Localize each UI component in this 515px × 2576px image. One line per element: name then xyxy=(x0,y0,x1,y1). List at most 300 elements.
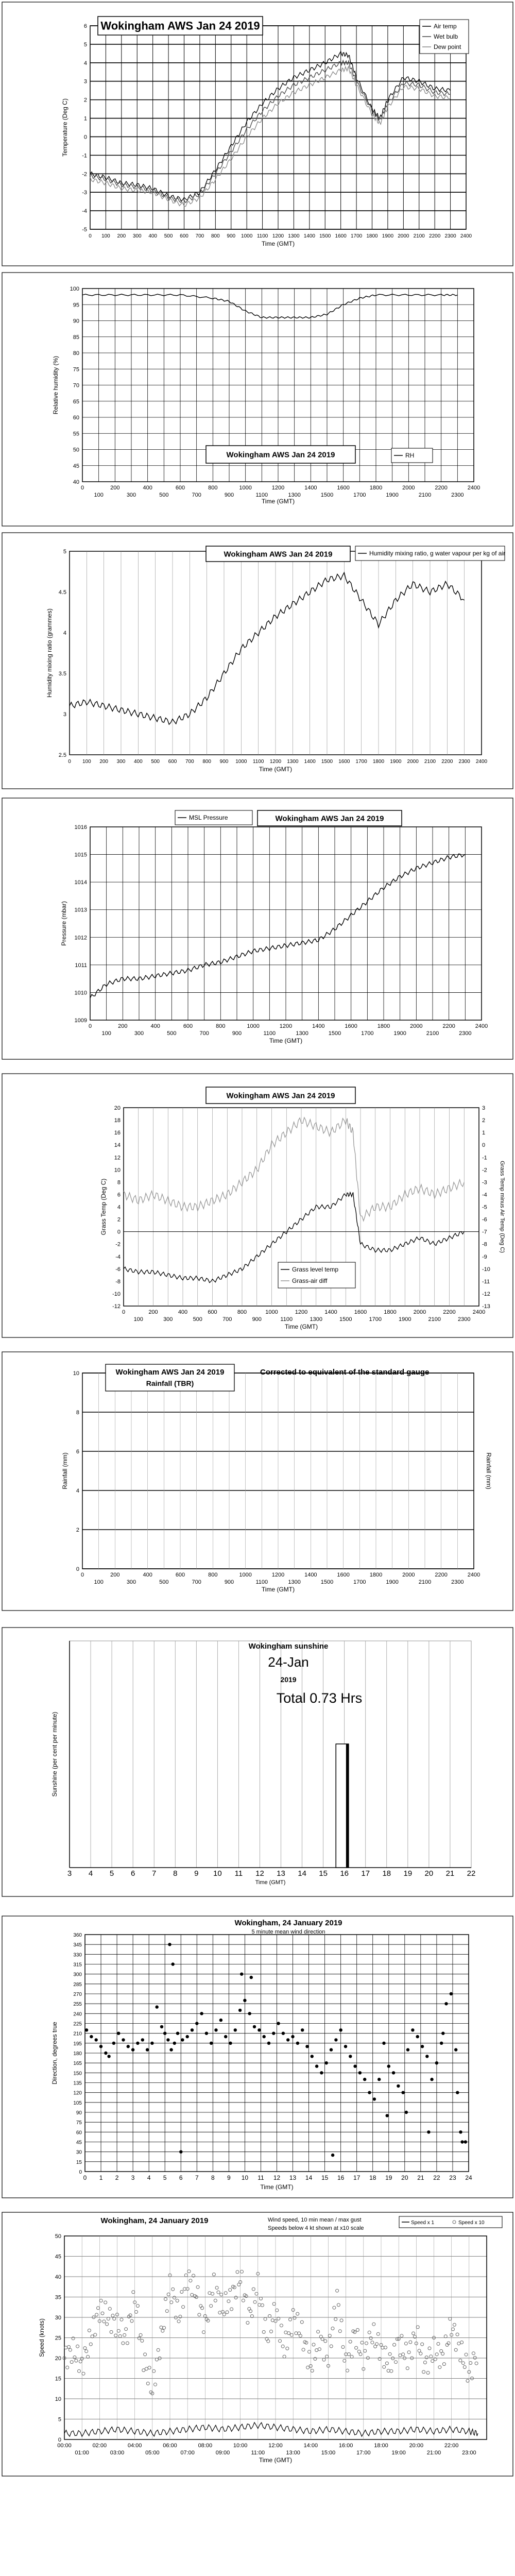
x-tick-label: 600 xyxy=(208,1309,217,1315)
y-tick-label: -4 xyxy=(482,1192,487,1198)
legend-label: Air temp xyxy=(434,23,457,30)
direction-point xyxy=(325,2061,328,2064)
y-tick-label: -7 xyxy=(482,1229,487,1235)
chart-subtitle: Rainfall (TBR) xyxy=(146,1379,194,1387)
x-tick-label: 1100 xyxy=(263,1030,276,1037)
x-tick-label: 1700 xyxy=(355,759,367,765)
y-tick-label: -2 xyxy=(482,1167,487,1174)
y-tick-label: 10 xyxy=(114,1167,121,1174)
x-tick-label: 500 xyxy=(159,492,169,498)
x-tick-label: 14:00 xyxy=(303,2443,318,2449)
x-tick-label: 13:00 xyxy=(286,2450,300,2456)
y-tick-label: 2 xyxy=(83,97,87,104)
x-tick-label: 600 xyxy=(183,1023,193,1029)
y-axis-label: Sunshine (per cent per minute) xyxy=(51,1711,58,1797)
y-tick-label: -5 xyxy=(82,227,87,233)
x-axis-label: Time (GMT) xyxy=(261,1586,295,1593)
y-tick-label: 5 xyxy=(83,41,87,48)
x-tick-label: 400 xyxy=(143,485,152,491)
x-tick-label: 10 xyxy=(213,1869,222,1878)
direction-point xyxy=(427,2130,430,2133)
x-tick-label: 11 xyxy=(234,1869,243,1878)
x-tick-label: 1900 xyxy=(386,1579,399,1585)
x-tick-label: 4 xyxy=(147,2174,151,2181)
x-tick-label: 300 xyxy=(126,1579,136,1585)
direction-point xyxy=(331,2154,334,2157)
direction-point xyxy=(179,2150,182,2154)
mixing-ratio-chart xyxy=(0,531,515,791)
x-tick-label: 2200 xyxy=(441,759,453,765)
x-tick-label: 1700 xyxy=(353,1579,366,1585)
x-tick-label: 1600 xyxy=(354,1309,367,1315)
y-axis-label: Humidity mixing ratio (grammes) xyxy=(46,608,53,698)
y-tick-label: 270 xyxy=(73,1992,82,1997)
x-tick-label: 08:00 xyxy=(198,2443,213,2449)
y-tick-label: 30 xyxy=(76,2149,82,2156)
x-tick-label: 1500 xyxy=(320,492,334,498)
y-tick-label: 3.5 xyxy=(58,671,66,677)
direction-point xyxy=(315,2064,318,2067)
x-tick-label: 1700 xyxy=(369,1316,382,1323)
x-tick-label: 2400 xyxy=(460,233,472,239)
y-tick-label: 1013 xyxy=(74,907,87,913)
x-tick-label: 15 xyxy=(321,2174,329,2181)
legend-label: Speed x 10 xyxy=(458,2220,485,2226)
y-tick-label: 60 xyxy=(73,415,79,421)
x-tick-label: 1600 xyxy=(338,759,350,765)
x-tick-label: 10 xyxy=(241,2174,249,2181)
x-tick-label: 6 xyxy=(130,1869,135,1878)
y-tick-label: -5 xyxy=(482,1204,487,1211)
direction-point xyxy=(117,2032,120,2035)
direction-point xyxy=(240,1973,243,1976)
chart-title: Wokingham sunshine xyxy=(248,1642,329,1651)
y-tick-label: 40 xyxy=(73,479,79,485)
x-tick-label: 2400 xyxy=(475,1023,488,1029)
x-tick-label: 13 xyxy=(277,1869,285,1878)
x-tick-label: 200 xyxy=(99,759,109,765)
direction-point xyxy=(169,2048,173,2051)
x-tick-label: 300 xyxy=(163,1316,173,1323)
y-tick-label: 4 xyxy=(83,60,87,66)
y-tick-label: 70 xyxy=(73,382,79,389)
x-tick-label: 800 xyxy=(208,485,218,491)
direction-point xyxy=(156,2005,159,2008)
x-tick-label: 00:00 xyxy=(57,2443,72,2449)
x-tick-label: 16 xyxy=(337,2174,345,2181)
x-tick-label: 500 xyxy=(164,233,173,239)
y-tick-label: 4.5 xyxy=(58,589,66,596)
x-tick-label: 2200 xyxy=(443,1309,456,1315)
x-tick-label: 16:00 xyxy=(338,2443,353,2449)
x-tick-label: 07:00 xyxy=(180,2450,195,2456)
direction-point xyxy=(238,2009,242,2012)
y-tick-label: 1010 xyxy=(74,990,87,996)
x-tick-label: 600 xyxy=(175,1572,185,1578)
pressure-chart xyxy=(0,796,515,1061)
y-tick-label: -3 xyxy=(82,190,87,196)
x-tick-label: 02:00 xyxy=(92,2443,107,2449)
direction-point xyxy=(386,2114,389,2117)
x-tick-label: 8 xyxy=(173,1869,178,1878)
x-tick-label: 2000 xyxy=(410,1023,423,1029)
x-tick-label: 200 xyxy=(148,1309,158,1315)
x-axis-label: Time (GMT) xyxy=(259,766,293,773)
direction-point xyxy=(122,2038,125,2041)
x-axis-label: Time (GMT) xyxy=(261,498,295,505)
x-tick-label: 900 xyxy=(252,1316,262,1323)
x-tick-label: 22:00 xyxy=(444,2443,459,2449)
chart-date: 24-Jan xyxy=(268,1654,309,1670)
chart-title: Wokingham, 24 January 2019 xyxy=(234,1919,342,1927)
x-tick-label: 2400 xyxy=(472,1309,486,1315)
y-tick-label: 0 xyxy=(58,2437,61,2443)
x-axis-label: Time (GMT) xyxy=(269,1037,303,1044)
x-tick-label: 2200 xyxy=(435,1572,448,1578)
chart-title: Wokingham AWS Jan 24 2019 xyxy=(226,1091,335,1100)
x-tick-label: 18 xyxy=(369,2174,376,2181)
y-axis-label: Direction, degrees true xyxy=(51,2022,58,2084)
x-tick-label: 24 xyxy=(465,2174,472,2181)
x-tick-label: 0 xyxy=(80,485,84,491)
y-tick-label: 1011 xyxy=(75,962,87,969)
x-tick-label: 18 xyxy=(382,1869,391,1878)
direction-point xyxy=(90,2035,93,2038)
y-tick-label: 45 xyxy=(73,463,79,469)
direction-point xyxy=(191,2028,194,2031)
y-tick-label: -1 xyxy=(482,1155,487,1161)
y-tick-label: 3 xyxy=(63,711,66,718)
x-tick-label: 19 xyxy=(403,1869,413,1878)
direction-point xyxy=(440,2042,443,2045)
x-tick-label: 1500 xyxy=(339,1316,352,1323)
y-axis-label: Grass Temp (Deg C) xyxy=(100,1178,107,1235)
direction-point xyxy=(243,1999,246,2002)
y-tick-label: 80 xyxy=(73,350,79,357)
direction-point xyxy=(402,2091,405,2094)
y-tick-label: 8 xyxy=(76,1410,79,1416)
x-tick-label: 1800 xyxy=(377,1023,390,1029)
direction-point xyxy=(166,2038,169,2041)
y-tick-label: 180 xyxy=(73,2051,82,2057)
direction-point xyxy=(301,2028,304,2031)
y-tick-label: 2 xyxy=(117,1216,121,1223)
x-tick-label: 600 xyxy=(180,233,188,239)
y-tick-label: 20 xyxy=(114,1105,121,1111)
x-tick-label: 1900 xyxy=(393,1030,406,1037)
x-tick-label: 17 xyxy=(353,2174,360,2181)
x-tick-label: 22 xyxy=(433,2174,440,2181)
x-tick-label: 2100 xyxy=(413,233,425,239)
direction-point xyxy=(214,2028,217,2031)
x-tick-label: 15 xyxy=(319,1869,328,1878)
humidity-chart xyxy=(0,270,515,528)
y-tick-label: 75 xyxy=(73,366,79,373)
x-tick-label: 1200 xyxy=(272,233,284,239)
x-tick-label: 1000 xyxy=(265,1309,278,1315)
direction-point xyxy=(459,2130,462,2133)
y-tick-label: 1009 xyxy=(74,1018,87,1024)
y-tick-label: 35 xyxy=(55,2294,61,2301)
x-tick-label: 4 xyxy=(88,1869,93,1878)
y-tick-label: -10 xyxy=(482,1266,490,1273)
x-tick-label: 300 xyxy=(134,1030,144,1037)
y-tick-label: 55 xyxy=(73,431,79,437)
x-tick-label: 1200 xyxy=(279,1023,293,1029)
direction-point xyxy=(387,2064,390,2067)
direction-point xyxy=(430,2078,433,2081)
x-tick-label: 0 xyxy=(89,233,92,239)
x-tick-label: 1300 xyxy=(288,233,300,239)
x-tick-label: 1700 xyxy=(353,492,366,498)
direction-point xyxy=(334,2038,337,2041)
x-tick-label: 1600 xyxy=(345,1023,357,1029)
x-tick-label: 900 xyxy=(232,1030,242,1037)
y-tick-label: 25 xyxy=(55,2335,61,2342)
x-tick-label: 1600 xyxy=(335,233,347,239)
direction-point xyxy=(277,2022,280,2025)
x-tick-label: 16 xyxy=(340,1869,349,1878)
x-tick-label: 1000 xyxy=(239,1572,252,1578)
x-tick-label: 700 xyxy=(222,1316,232,1323)
y-tick-label: 3 xyxy=(482,1105,486,1111)
x-tick-label: 2 xyxy=(115,2174,119,2181)
direction-point xyxy=(305,2045,308,2048)
direction-point xyxy=(99,2045,102,2048)
y-tick-label: 135 xyxy=(73,2080,82,2087)
x-tick-label: 1500 xyxy=(320,1579,334,1585)
x-tick-label: 1300 xyxy=(288,1579,301,1585)
y-tick-label: 18 xyxy=(114,1117,121,1124)
x-tick-label: 2000 xyxy=(413,1309,426,1315)
direction-point xyxy=(95,2038,98,2041)
y-tick-label: 315 xyxy=(73,1962,82,1968)
direction-point xyxy=(136,2042,139,2045)
y-tick-label: 90 xyxy=(73,318,79,325)
x-tick-label: 19:00 xyxy=(391,2450,406,2456)
x-tick-label: 1400 xyxy=(304,485,317,491)
x-tick-label: 300 xyxy=(126,492,136,498)
y-tick-label: -4 xyxy=(82,208,87,215)
legend-label: Humidity mixing ratio, g water vapour per kg of air xyxy=(369,550,506,557)
x-tick-label: 09:00 xyxy=(215,2450,230,2456)
y-tick-label: 10 xyxy=(73,1370,79,1377)
y-tick-label: 0 xyxy=(76,1566,79,1572)
x-tick-label: 2100 xyxy=(418,1579,432,1585)
x-tick-label: 03:00 xyxy=(110,2450,125,2456)
temperature-chart xyxy=(0,0,515,268)
y-tick-label: 300 xyxy=(73,1972,82,1978)
direction-point xyxy=(267,2042,270,2045)
x-tick-label: 2000 xyxy=(398,233,409,239)
x-tick-label: 100 xyxy=(94,1579,104,1585)
x-tick-label: 10:00 xyxy=(233,2443,248,2449)
x-tick-label: 1800 xyxy=(372,759,385,765)
x-tick-label: 400 xyxy=(150,1023,160,1029)
direction-point xyxy=(411,2028,414,2031)
legend-label: Dew point xyxy=(434,43,461,51)
y-tick-label: 225 xyxy=(73,2021,82,2027)
x-tick-label: 2400 xyxy=(467,485,480,491)
x-tick-label: 1500 xyxy=(328,1030,341,1037)
x-tick-label: 700 xyxy=(195,233,204,239)
x-tick-label: 5 xyxy=(109,1869,114,1878)
x-tick-label: 100 xyxy=(101,233,110,239)
x-tick-label: 500 xyxy=(193,1316,202,1323)
x-tick-label: 12 xyxy=(255,1869,264,1878)
x-tick-label: 2200 xyxy=(442,1023,455,1029)
x-tick-label: 800 xyxy=(237,1309,247,1315)
x-tick-label: 200 xyxy=(117,233,126,239)
direction-point xyxy=(112,2042,115,2045)
direction-point xyxy=(272,2032,275,2035)
x-tick-label: 17 xyxy=(361,1869,370,1878)
y-tick-label: 6 xyxy=(117,1192,121,1198)
chart-subtitle: 5 minute mean wind direction xyxy=(251,1929,325,1935)
x-tick-label: 2100 xyxy=(418,492,432,498)
x-tick-label: 600 xyxy=(168,759,177,765)
x-tick-label: 1400 xyxy=(312,1023,325,1029)
x-tick-label: 21 xyxy=(417,2174,424,2181)
chart-title: Wokingham AWS Jan 24 2019 xyxy=(115,1368,225,1377)
y-tick-label: 105 xyxy=(73,2100,82,2106)
x-tick-label: 2300 xyxy=(458,1316,471,1323)
direction-point xyxy=(373,2097,376,2100)
x-tick-label: 2300 xyxy=(451,1579,464,1585)
x-tick-label: 200 xyxy=(118,1023,128,1029)
x-tick-label: 1900 xyxy=(382,233,394,239)
wind-speed-chart xyxy=(0,2210,515,2478)
x-tick-label: 1400 xyxy=(303,233,315,239)
grass-temp-chart xyxy=(0,1072,515,1340)
legend-label: Wet bulb xyxy=(434,33,458,41)
direction-point xyxy=(441,2032,444,2035)
x-tick-label: 200 xyxy=(110,485,120,491)
y-tick-label: 30 xyxy=(55,2315,61,2321)
direction-point xyxy=(363,2078,366,2081)
y-tick-label: 1014 xyxy=(74,879,87,886)
direction-point xyxy=(353,2064,356,2067)
x-tick-label: 500 xyxy=(159,1579,169,1585)
x-tick-label: 400 xyxy=(148,233,158,239)
x-tick-label: 1700 xyxy=(350,233,363,239)
x-tick-label: 1500 xyxy=(321,759,333,765)
x-tick-label: 2000 xyxy=(407,759,419,765)
x-tick-label: 2000 xyxy=(402,1572,415,1578)
y-tick-label: 1 xyxy=(482,1130,486,1137)
x-tick-label: 900 xyxy=(224,492,234,498)
direction-point xyxy=(181,2038,184,2041)
x-tick-label: 1300 xyxy=(287,759,299,765)
chart-note: Corrected to equivalent of the standard gauge xyxy=(260,1368,430,1377)
x-tick-label: 11:00 xyxy=(251,2450,265,2456)
direction-point xyxy=(320,2071,323,2074)
direction-point xyxy=(160,2025,163,2028)
direction-point xyxy=(416,2035,419,2038)
chart-title: Wokingham, 24 January 2019 xyxy=(100,2216,209,2225)
direction-point xyxy=(234,2028,237,2031)
x-tick-label: 100 xyxy=(133,1316,143,1323)
y-tick-label: 4 xyxy=(63,630,66,636)
y-tick-label: 1012 xyxy=(74,935,87,941)
x-tick-label: 1200 xyxy=(295,1309,308,1315)
y-tick-label: 65 xyxy=(73,398,79,405)
y-tick-label: 195 xyxy=(73,2041,82,2047)
y-tick-label: 0 xyxy=(482,1142,486,1149)
direction-point xyxy=(85,2028,88,2031)
direction-point xyxy=(296,2042,299,2045)
y-tick-label: -6 xyxy=(482,1216,487,1223)
direction-point xyxy=(421,2045,424,2048)
x-tick-label: 9 xyxy=(227,2174,231,2181)
direction-point xyxy=(248,2012,251,2015)
y-tick-label: -1 xyxy=(82,152,87,159)
direction-point xyxy=(131,2048,134,2051)
rainfall-chart xyxy=(0,1350,515,1613)
x-tick-label: 500 xyxy=(167,1030,177,1037)
x-tick-label: 1400 xyxy=(304,759,316,765)
y-tick-label: 4 xyxy=(117,1204,121,1211)
x-tick-label: 13 xyxy=(289,2174,297,2181)
direction-point xyxy=(258,2028,261,2031)
x-axis-label: Time (GMT) xyxy=(259,2456,293,2464)
x-tick-label: 1000 xyxy=(247,1023,260,1029)
x-tick-label: 2000 xyxy=(402,485,415,491)
x-tick-label: 400 xyxy=(143,1572,152,1578)
x-tick-label: 0 xyxy=(80,1572,84,1578)
y-tick-label: 50 xyxy=(55,2233,61,2240)
direction-point xyxy=(358,2071,362,2074)
y-tick-label: 120 xyxy=(73,2090,82,2096)
chart-note: Speeds below 4 kt shown at x10 scale xyxy=(268,2225,364,2231)
x-tick-label: 1800 xyxy=(369,485,383,491)
direction-point xyxy=(186,2035,189,2038)
x-tick-label: 6 xyxy=(179,2174,183,2181)
x-tick-label: 11 xyxy=(258,2174,264,2181)
x-tick-label: 2300 xyxy=(444,233,456,239)
x-tick-label: 23 xyxy=(449,2174,456,2181)
x-tick-label: 1200 xyxy=(271,485,285,491)
y-tick-label: 40 xyxy=(55,2274,61,2280)
y-axis-label: Rainfall (mm) xyxy=(61,1452,68,1489)
chart-title: Wokingham AWS Jan 24 2019 xyxy=(224,550,333,559)
direction-point xyxy=(263,2035,266,2038)
x-tick-label: 06:00 xyxy=(163,2443,177,2449)
y-tick-label: -13 xyxy=(482,1303,490,1310)
x-tick-label: 100 xyxy=(94,492,104,498)
y-axis-label: Speed (knots) xyxy=(38,2318,45,2357)
y-tick-label: -12 xyxy=(482,1291,490,1297)
direction-point xyxy=(344,2045,347,2048)
y-tick-label: -3 xyxy=(482,1179,487,1186)
x-tick-label: 1100 xyxy=(255,1579,268,1585)
y-tick-label: 2 xyxy=(482,1117,486,1124)
x-axis-label: Time (GMT) xyxy=(260,2183,294,2191)
direction-point xyxy=(171,1962,175,1965)
y-tick-label: 12 xyxy=(114,1155,121,1161)
direction-point xyxy=(392,2071,395,2074)
x-tick-label: 0 xyxy=(68,759,71,765)
direction-point xyxy=(163,2032,166,2035)
y-tick-label: 50 xyxy=(73,447,79,453)
x-tick-label: 2200 xyxy=(435,485,448,491)
y-tick-label: -10 xyxy=(112,1291,121,1297)
x-tick-label: 1300 xyxy=(296,1030,308,1037)
direction-point xyxy=(150,2042,153,2045)
y-tick-label: -6 xyxy=(115,1266,121,1273)
chart-title: Wokingham AWS Jan 24 2019 xyxy=(100,19,260,32)
y-tick-label: 0 xyxy=(79,2170,82,2175)
